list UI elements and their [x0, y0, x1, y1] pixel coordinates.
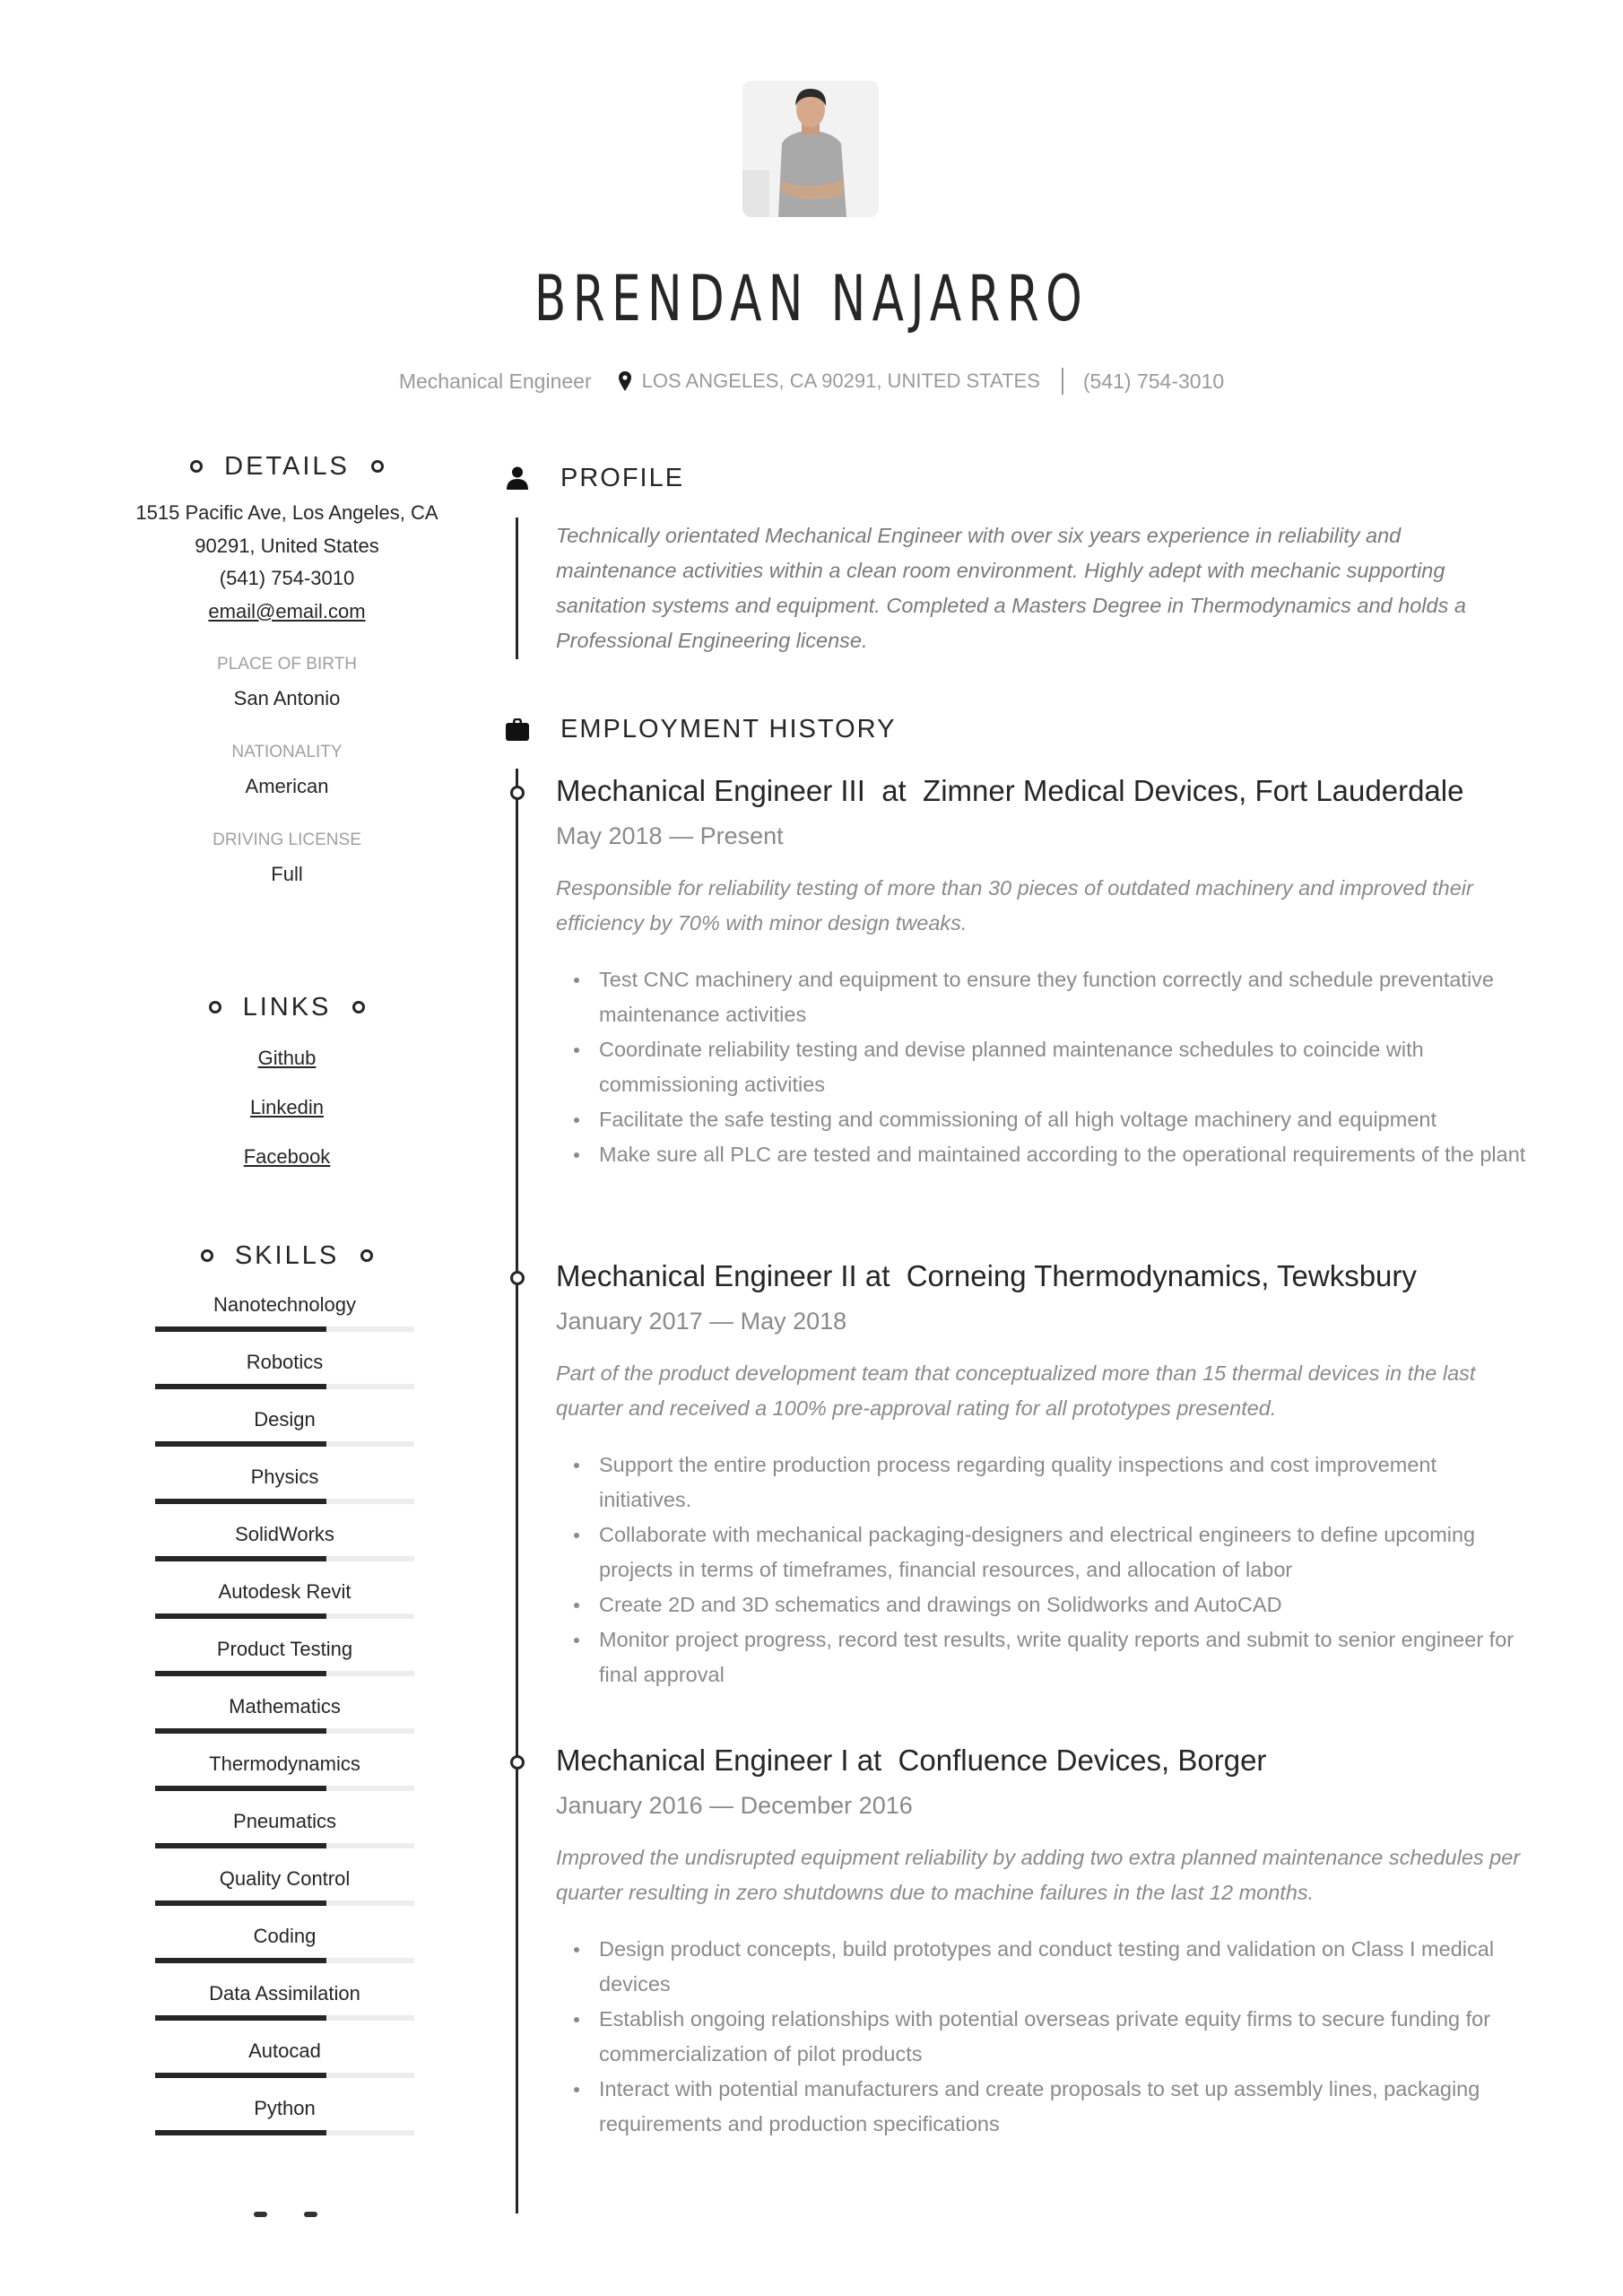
- job-bullet-text: Create 2D and 3D schematics and drawings on Solidworks and AutoCAD: [599, 1593, 1282, 1616]
- job-bullet: [556, 1102, 1529, 1137]
- skill-level-fill: [155, 1384, 326, 1389]
- bullet-icon: [574, 1048, 579, 1053]
- skill-item: [155, 1631, 414, 1689]
- job-bullet-text: Design product concepts, build prototypes and conduct testing and validation on Class I medical devices: [599, 1937, 1495, 1996]
- nationality-value: American: [245, 775, 329, 797]
- skill-name: Design: [254, 1408, 316, 1431]
- place-of-birth-value: San Antonio: [233, 687, 341, 709]
- skill-name: Physics: [250, 1465, 319, 1488]
- link-facebook[interactable]: Facebook: [243, 1145, 331, 1168]
- link-github[interactable]: Github: [257, 1047, 317, 1069]
- timeline-dot-icon: [510, 786, 525, 800]
- job-title: Mechanical Engineer: [398, 369, 592, 393]
- job-bullet-text: Test CNC machinery and equipment to ensure they function correctly and schedule preventative maintenance activities: [599, 968, 1494, 1026]
- location-text: LOS ANGELES, CA 90291, UNITED STATES: [641, 370, 1040, 392]
- bullet-icon: [574, 978, 579, 983]
- bullet-icon: [574, 2017, 579, 2022]
- skill-level-fill: [155, 1499, 326, 1504]
- skill-level-fill: [155, 1671, 326, 1676]
- nationality-label: NATIONALITY: [231, 743, 343, 761]
- skill-level-bar: [155, 2130, 414, 2135]
- profile-photo: [742, 81, 879, 217]
- job-entry-title: Mechanical Engineer III at Zimner Medical Devices, Fort Lauderdale: [556, 774, 1464, 807]
- skill-name: Autodesk Revit: [218, 1580, 352, 1603]
- skill-level-bar: [155, 1441, 414, 1447]
- skill-item: [155, 1918, 414, 1976]
- bullet-icon: [574, 2087, 579, 2092]
- skill-level-bar: [155, 1613, 414, 1619]
- skill-level-bar: [155, 2073, 414, 2078]
- details-phone: (541) 754-3010: [219, 567, 355, 589]
- skills-list: [155, 1287, 414, 2148]
- skill-level-fill: [155, 1613, 326, 1619]
- profile-summary: Technically orientated Mechanical Engineer with over six years experience in reliability and maintenance activities within a clean room environment. Highly adept with mechanic supporting sanitation systems and equipment. Completed a Masters Degree in Thermodynamics and holds a Professional Engineering license.: [556, 524, 1466, 652]
- place-of-birth-label: PLACE OF BIRTH: [217, 655, 357, 674]
- contact-block: [135, 497, 439, 628]
- skill-item: [155, 1459, 414, 1517]
- skill-name: Python: [254, 2097, 316, 2119]
- skill-item: [155, 1861, 414, 1918]
- skill-name: Thermodynamics: [209, 1752, 360, 1775]
- skill-name: Pneumatics: [233, 1810, 336, 1832]
- job-entry-title: Mechanical Engineer II at Corneing Thermodynamics, Tewksbury: [556, 1259, 1417, 1292]
- skills-heading-label: SKILLS: [234, 1240, 340, 1270]
- skill-level-bar: [155, 1671, 414, 1676]
- job-bullet-text: Facilitate the safe testing and commissioning of all high voltage machinery and equipment: [599, 1108, 1436, 1131]
- skill-level-bar: [155, 1556, 414, 1561]
- skill-name: Mathematics: [229, 1695, 341, 1718]
- job-entry: [556, 1738, 1529, 2142]
- job-bullet: [556, 1932, 1529, 2002]
- employment-heading-label: EMPLOYMENT HISTORY: [560, 714, 897, 744]
- job-bullet: [556, 1587, 1529, 1622]
- job-bullet: [556, 1032, 1529, 1102]
- details-heading: [135, 448, 439, 484]
- profile-divider: [516, 517, 518, 659]
- job-bullet-text: Coordinate reliability testing and devise planned maintenance schedules to coincide with commissioning activities: [599, 1038, 1424, 1096]
- skill-level-bar: [155, 1843, 414, 1848]
- job-bullet: [556, 962, 1529, 1032]
- skill-name: SolidWorks: [235, 1523, 334, 1545]
- job-entry-summary: Part of the product development team that conceptualized more than 15 thermal devices in the last quarter and received a 100% pre-approval rating for all prototypes presented.: [556, 1361, 1476, 1420]
- bullet-icon: [574, 1603, 579, 1608]
- circle-icon: [360, 1249, 373, 1262]
- job-entry-summary: Responsible for reliability testing of more than 30 pieces of outdated machinery and improved their efficiency by 70% with minor design tweaks.: [556, 876, 1473, 935]
- bullet-icon: [574, 1947, 579, 1952]
- person-icon: [505, 465, 530, 491]
- links-heading-label: LINKS: [242, 992, 332, 1022]
- skill-level-bar: [155, 1900, 414, 1906]
- skill-level-fill: [155, 1728, 326, 1734]
- job-entry-title: Mechanical Engineer I at Confluence Devices, Borger: [556, 1744, 1267, 1777]
- job-bullet-text: Monitor project progress, record test results, write quality reports and submit to senior engineer for final approval: [599, 1628, 1515, 1686]
- job-entry-dates: May 2018 — Present: [556, 822, 784, 849]
- page-indicator: [254, 2212, 317, 2217]
- job-bullet: [556, 1518, 1529, 1587]
- skill-name: Product Testing: [216, 1638, 353, 1660]
- job-bullet: [556, 1622, 1529, 1692]
- job-bullet-text: Interact with potential manufacturers and create proposals to set up assembly lines, packaging requirements and production specifications: [599, 2077, 1480, 2135]
- skill-level-fill: [155, 2073, 326, 2078]
- job-entry: [556, 1254, 1529, 1692]
- job-entry-bullets: [556, 1448, 1529, 1692]
- skill-item: [155, 2091, 414, 2148]
- skill-name: Data Assimilation: [209, 1982, 360, 2005]
- bullet-icon: [574, 1463, 579, 1468]
- job-entry-bullets: [556, 962, 1529, 1172]
- skill-level-fill: [155, 1843, 326, 1848]
- skill-name: Quality Control: [219, 1867, 351, 1890]
- map-pin-icon: [619, 371, 631, 391]
- address-line-2: 90291, United States: [195, 534, 379, 557]
- person-photo-icon: [742, 81, 879, 217]
- profile-heading: [505, 460, 684, 496]
- skill-item: [155, 1574, 414, 1631]
- email-link[interactable]: email@email.com: [208, 599, 366, 622]
- details-section: [135, 448, 439, 891]
- links-heading: [135, 989, 439, 1025]
- skill-level-fill: [155, 2015, 326, 2021]
- dash-icon: [304, 2212, 317, 2217]
- skill-level-fill: [155, 1900, 326, 1906]
- address-line-1: 1515 Pacific Ave, Los Angeles, CA: [135, 501, 438, 524]
- skill-level-fill: [155, 1786, 326, 1791]
- timeline-line: [516, 769, 518, 2213]
- skill-level-bar: [155, 1728, 414, 1734]
- bullet-icon: [574, 1638, 579, 1643]
- job-entry: [556, 769, 1529, 1172]
- skill-item: [155, 1976, 414, 2033]
- separator: [1062, 368, 1063, 395]
- job-bullet: [556, 2072, 1529, 2142]
- link-linkedin[interactable]: Linkedin: [250, 1096, 324, 1118]
- skill-level-fill: [155, 1326, 326, 1332]
- bullet-icon: [574, 1118, 579, 1123]
- circle-icon: [209, 1001, 221, 1013]
- skill-level-bar: [155, 1326, 414, 1332]
- job-bullet: [556, 2002, 1529, 2072]
- bullet-icon: [574, 1152, 579, 1158]
- skill-item: [155, 1344, 414, 1402]
- job-entry-bullets: [556, 1932, 1529, 2142]
- skill-name: Autocad: [248, 2039, 321, 2062]
- circle-icon: [352, 1001, 365, 1013]
- skill-name: Coding: [253, 1925, 317, 1947]
- details-heading-label: DETAILS: [224, 451, 350, 481]
- skill-level-fill: [155, 2130, 326, 2135]
- job-bullet-text: Establish ongoing relationships with potential overseas private equity firms to secure funding for commercialization of pilot products: [599, 2007, 1491, 2066]
- job-entry-summary: Improved the undisrupted equipment reliability by adding two extra planned maintenance schedules per quarter resulting in zero shutdowns due to machine failures in the last 12 months.: [556, 1846, 1521, 1904]
- circle-icon: [371, 460, 384, 473]
- profile-heading-label: PROFILE: [560, 463, 685, 492]
- links-list: [135, 1040, 439, 1188]
- header-subline: [0, 366, 1623, 396]
- skill-level-bar: [155, 1499, 414, 1504]
- circle-icon: [190, 460, 203, 473]
- job-bullet: [556, 1448, 1529, 1518]
- skill-item: [155, 1517, 414, 1574]
- employment-heading: [505, 711, 896, 747]
- skill-item: [155, 2033, 414, 2091]
- skill-item: [155, 1689, 414, 1746]
- bullet-icon: [574, 1533, 579, 1538]
- skill-level-fill: [155, 1556, 326, 1561]
- dash-icon: [254, 2212, 267, 2217]
- skill-item: [155, 1402, 414, 1459]
- skill-name: Nanotechnology: [213, 1293, 356, 1316]
- skill-level-bar: [155, 2015, 414, 2021]
- timeline-dot-icon: [510, 1755, 525, 1770]
- job-entry-dates: January 2017 — May 2018: [556, 1308, 847, 1335]
- skills-heading: [135, 1238, 439, 1274]
- briefcase-icon: [505, 717, 530, 742]
- skill-item: [155, 1287, 414, 1344]
- skill-name: Robotics: [246, 1351, 324, 1373]
- job-bullet-text: Make sure all PLC are tested and maintained according to the operational requirements of the plant: [599, 1143, 1526, 1166]
- job-entry-dates: January 2016 — December 2016: [556, 1792, 913, 1819]
- skill-item: [155, 1746, 414, 1804]
- skill-item: [155, 1804, 414, 1861]
- skill-level-fill: [155, 1441, 326, 1447]
- skill-level-bar: [155, 1384, 414, 1389]
- header-phone: (541) 754-3010: [1082, 369, 1225, 393]
- circle-icon: [201, 1249, 213, 1262]
- skill-level-bar: [155, 1958, 414, 1963]
- skill-level-bar: [155, 1786, 414, 1791]
- candidate-name: BRENDAN NAJARRO: [534, 262, 1089, 335]
- timeline-dot-icon: [510, 1271, 525, 1285]
- job-bullet-text: Collaborate with mechanical packaging-designers and electrical engineers to define upcoming projects in terms of timeframes, financial resources, and allocation of labor: [599, 1523, 1476, 1581]
- job-bullet-text: Support the entire production process regarding quality inspections and cost improvement initiatives.: [599, 1453, 1436, 1511]
- driving-license-value: Full: [271, 863, 303, 885]
- skill-level-fill: [155, 1958, 326, 1963]
- driving-license-label: DRIVING LICENSE: [213, 831, 361, 849]
- job-bullet: [556, 1137, 1529, 1172]
